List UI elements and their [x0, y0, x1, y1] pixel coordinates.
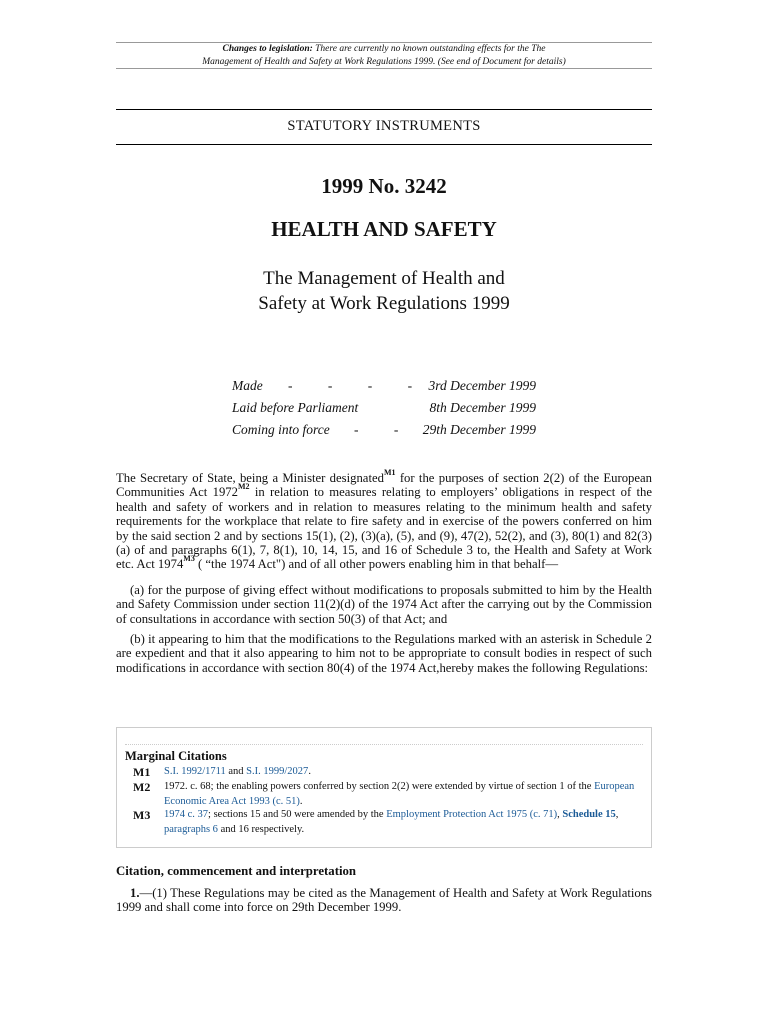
banner-line2: Management of Health and Safety at Work Regulations 1999. (See end of Document for details)	[202, 56, 566, 67]
citation-link[interactable]: European Economic Area Act 1993 (c. 51)	[164, 781, 635, 807]
regulation-title	[116, 266, 652, 316]
date-value: 3rd December 1999	[428, 378, 536, 393]
series-label: STATUTORY INSTRUMENTS	[287, 118, 481, 134]
preamble-text: The Secretary of State, being a Minister designated	[116, 471, 384, 485]
paragraph-b: (b) it appearing to him that the modifications to the Regulations marked with an asterisk in Schedule 2 are expedient and that it also appearing to him not to be appropriate to consult bodies in respect of such modifications in accordance with section 80(4) of the 1974 Act,hereby makes the following Regulations:	[116, 632, 652, 675]
citation-m1	[131, 765, 643, 780]
citation-link[interactable]: S.I. 1992/1711	[164, 766, 226, 777]
citation-text: 1972. c. 68; the enabling powers conferred by section 2(2) were extended by virtue of section 1 of the	[164, 781, 595, 792]
header-top-rule	[116, 109, 652, 110]
date-label: Laid before Parliament	[232, 400, 359, 415]
citation-link[interactable]: Employment Protection Act 1975 (c. 71)	[386, 809, 558, 820]
header-bottom-rule	[116, 144, 652, 145]
banner-bottom-rule	[116, 68, 652, 69]
regulation-number: 1.	[130, 886, 140, 900]
si-number: 1999 No. 3242	[321, 174, 447, 198]
date-dashes: - -	[354, 422, 415, 437]
citation-text: .	[299, 795, 303, 807]
preamble-text: in relation to measures relating to employers’ obligations in respect of the health and safety of workers and in relation to measures relating to the minimum health and safety requirements for the workplace that relate to fire safety and in exercise of the powers conferred on him by the said section 2 and by sections 15(1), (2), (3)(a), (5), and (9), 47(2), 52(2), and (3), 80(1) and 82(3)(a) of and paragraphs 6(1), 7, 8(1), 10, 14, 15, and 16 of Schedule 3 to, the Health and Safety at Work etc. Act 1974	[116, 485, 652, 572]
regulation-text: —(1) These Regulations may be cited as the Management of Health and Safety at Work Regulations 1999 and shall come into force on 29th December 1999.	[116, 886, 652, 915]
date-row-in-force	[232, 422, 536, 444]
date-row-laid	[232, 400, 536, 422]
citation-text: and	[225, 766, 247, 777]
citation-code: M3	[133, 808, 151, 822]
paragraph-a: (a) for the purpose of giving effect without modifications to proposals submitted to him by the Health and Safety Commission under section 11(2)(d) of the 1974 Act after the carrying out by the Commission of consultations in accordance with section 50(3) of that Act; and	[116, 583, 652, 626]
citation-text: ,	[615, 809, 619, 820]
date-value: 29th December 1999	[422, 422, 536, 437]
dates-table	[232, 378, 536, 444]
citation-text: .	[308, 766, 311, 777]
banner-bold-prefix: Changes to legislation:	[222, 44, 313, 54]
title-line-2: Safety at Work Regulations 1999	[258, 293, 510, 314]
changes-banner	[116, 43, 652, 68]
date-value: 8th December 1999	[429, 400, 536, 415]
preamble-text: ( “the 1974 Act") and of all other powers enabling him in that behalf—	[194, 557, 559, 572]
date-label: Made	[232, 378, 263, 393]
citation-m3	[131, 808, 643, 837]
subject-heading: HEALTH AND SAFETY	[271, 217, 497, 241]
citation-link[interactable]: S.I. 1999/2027	[246, 766, 309, 777]
dotted-divider	[125, 744, 643, 745]
date-label: Coming into force	[232, 422, 330, 437]
marginal-ref-m2[interactable]: M2	[238, 482, 250, 492]
marginal-ref-m1[interactable]: M1	[383, 468, 396, 477]
marginal-citations-box	[116, 727, 652, 848]
banner-line1: There are currently no known outstanding effects for the The	[312, 44, 546, 54]
section-heading: Citation, commencement and interpretation	[116, 864, 357, 878]
citation-text: and 16 respectively.	[217, 823, 305, 835]
marginal-citations-heading: Marginal Citations	[125, 749, 227, 763]
citation-link[interactable]: Schedule 15	[562, 809, 616, 820]
date-dashes: - - - -	[288, 378, 429, 393]
marginal-ref-m3[interactable]: M3	[183, 554, 195, 564]
citation-link[interactable]: paragraphs 6	[164, 823, 218, 835]
citation-m2	[131, 780, 643, 809]
citation-text: ,	[557, 809, 563, 820]
citation-text: ; sections 15 and 50 were amended by the	[208, 809, 387, 820]
preamble-text: for the purposes of section 2(2) of the European Communities Act 1972	[116, 471, 652, 500]
date-row-made	[232, 378, 536, 400]
regulation-1-paragraph	[116, 886, 652, 915]
preamble-paragraph	[116, 468, 652, 572]
citation-code: M2	[133, 780, 151, 794]
citation-code: M1	[133, 765, 151, 779]
citation-link[interactable]: 1974 c. 37	[164, 809, 209, 820]
title-line-1: The Management of Health and	[263, 268, 505, 289]
